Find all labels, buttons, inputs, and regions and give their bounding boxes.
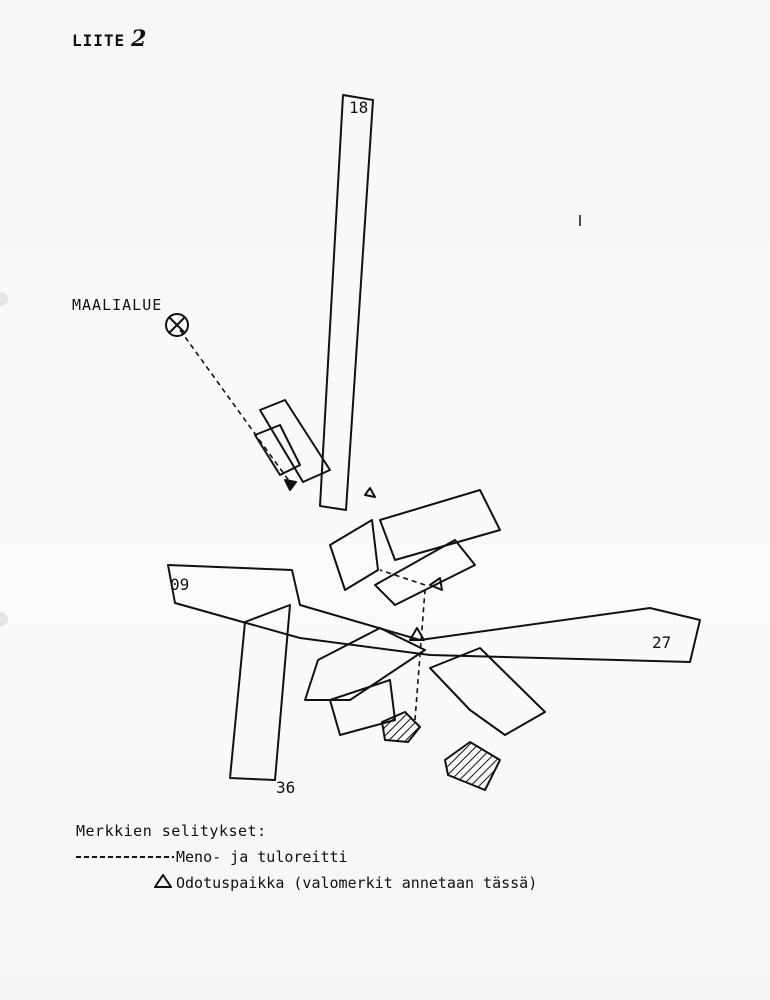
apron-lower-right <box>430 648 545 735</box>
legend-item-waiting <box>76 874 537 892</box>
runway-short-nw <box>255 425 300 475</box>
runway-label-09: 09 <box>170 575 190 594</box>
runway-09-27 <box>168 565 700 662</box>
route-dashed-line <box>76 848 176 866</box>
runway-18-36 <box>320 95 373 510</box>
building-hangar <box>382 712 420 742</box>
route-line-target <box>180 330 292 485</box>
taxiway-nw <box>260 400 330 482</box>
appendix-label: LIITE 2 <box>72 26 148 52</box>
runway-label-18: 18 <box>349 98 369 117</box>
taxiway-center <box>330 520 378 590</box>
legend-label-route: Meno- ja tuloreitti <box>176 848 348 866</box>
waiting-point-icon <box>365 488 375 497</box>
runway-label-36: 36 <box>276 778 296 797</box>
target-area-label: MAALIALUE <box>72 296 163 314</box>
legend-label-waiting: Odotuspaikka (valomerkit annetaan tässä) <box>176 874 538 892</box>
waiting-point-icon <box>285 480 296 490</box>
building-terminal <box>445 742 500 790</box>
triangle-icon <box>76 874 176 892</box>
legend-item-route <box>76 848 348 866</box>
runway-36-lower <box>230 605 290 780</box>
target-marker-icon <box>166 314 188 336</box>
legend-heading: Merkkien selitykset: <box>76 822 267 840</box>
runway-label-27: 27 <box>652 633 672 652</box>
